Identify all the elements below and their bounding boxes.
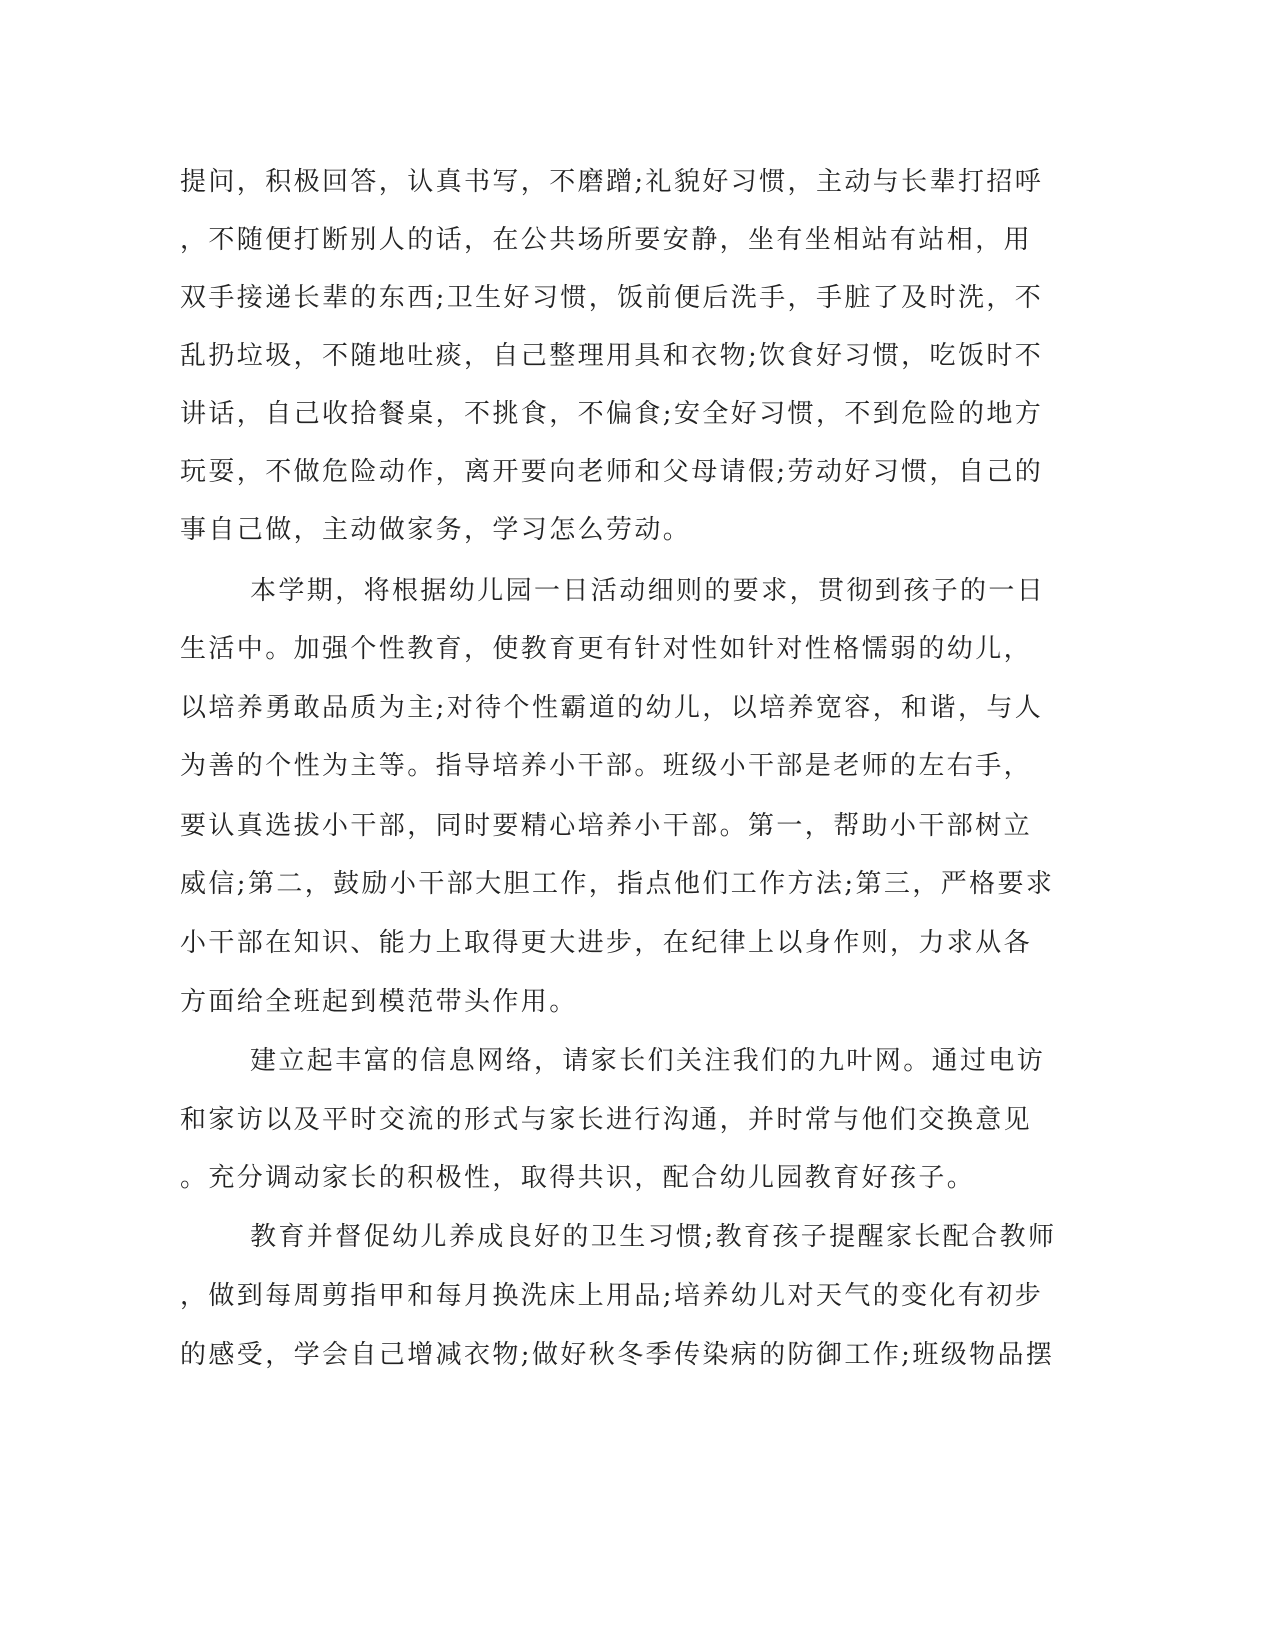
- text-line: 威信;第二，鼓励小干部大胆工作，指点他们工作方法;第三，严格要求: [180, 869, 1055, 899]
- text-line: 和家访以及平时交流的形式与家长进行沟通，并时常与他们交换意见: [180, 1105, 1033, 1135]
- text-line: 为善的个性为主等。指导培养小干部。班级小干部是老师的左右手，: [180, 751, 1033, 781]
- text-line: 玩耍，不做危险动作，离开要向老师和父母请假;劳动好习惯，自己的: [180, 457, 1044, 487]
- text-line: ，不随便打断别人的话，在公共场所要安静，坐有坐相站有站相，用: [180, 225, 1033, 255]
- text-line: 提问，积极回答，认真书写，不磨蹭;礼貌好习惯，主动与长辈打招呼: [180, 167, 1044, 197]
- text-line: 的感受，学会自己增减衣物;做好秋冬季传染病的防御工作;班级物品摆: [180, 1340, 1055, 1370]
- text-line: 小干部在知识、能力上取得更大进步，在纪律上以身作则，力求从各: [180, 928, 1033, 958]
- text-line: 事自己做，主动做家务，学习怎么劳动。: [180, 515, 692, 545]
- text-line: 双手接递长辈的东西;卫生好习惯，饭前便后洗手，手脏了及时洗，不: [180, 283, 1044, 313]
- text-line: 要认真选拔小干部，同时要精心培养小干部。第一，帮助小干部树立: [180, 811, 1033, 841]
- text-line: 。充分调动家长的积极性，取得共识，配合幼儿园教育好孩子。: [180, 1163, 976, 1193]
- paragraph-first-line: 本学期，将根据幼儿园一日活动细则的要求，贯彻到孩子的一日: [250, 576, 1046, 606]
- text-line: 方面给全班起到模范带头作用。: [180, 987, 578, 1017]
- text-line: 讲话，自己收拾餐桌，不挑食，不偏食;安全好习惯，不到危险的地方: [180, 399, 1044, 429]
- text-line: 生活中。加强个性教育，使教育更有针对性如针对性格懦弱的幼儿，: [180, 634, 1033, 664]
- paragraph-first-line: 教育并督促幼儿养成良好的卫生习惯;教育孩子提醒家长配合教师: [250, 1222, 1057, 1252]
- text-line: ，做到每周剪指甲和每月换洗床上用品;培养幼儿对天气的变化有初步: [180, 1281, 1044, 1311]
- paragraph-first-line: 建立起丰富的信息网络，请家长们关注我们的九叶网。通过电访: [250, 1046, 1046, 1076]
- text-line: 乱扔垃圾，不随地吐痰，自己整理用具和衣物;饮食好习惯，吃饭时不: [180, 341, 1044, 371]
- text-line: 以培养勇敢品质为主;对待个性霸道的幼儿，以培养宽容，和谐，与人: [180, 693, 1044, 723]
